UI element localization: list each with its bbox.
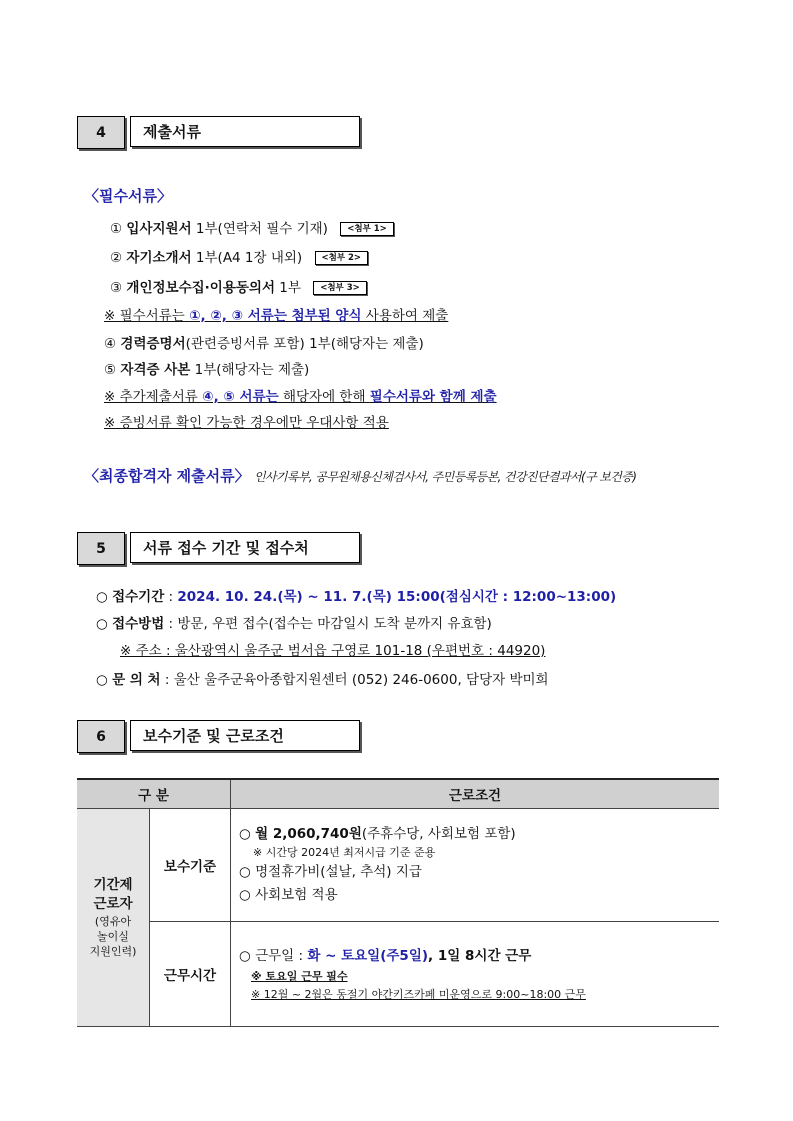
hours-days: 화 ~ 토요일(주5일) — [307, 948, 429, 964]
item-name: 자기소개서 — [126, 250, 192, 266]
item-name: 경력증명서 — [120, 336, 186, 352]
pay-holiday: ○ 명절휴가비(설날, 추석) 지급 — [239, 864, 422, 880]
bullet-circle-icon: ○ — [96, 589, 108, 605]
section-6-title: 보수기준 및 근로조건 — [130, 720, 360, 751]
inquiry-label: 문 의 처 — [112, 672, 161, 688]
bullet-circle-icon: ○ — [96, 672, 108, 688]
doc-item-4 — [104, 332, 424, 352]
hours-note-winter: ※ 12월 ~ 2월은 동절기 야간키즈카페 미운영으로 9:00~18:00 근무 — [251, 988, 586, 1001]
pay-insurance-text: 사회보험 적용 — [255, 887, 338, 903]
period-line: ○ 접수기간 : 2024. 10. 24.(목) ~ 11. 7.(목) 15:00(점심시간 : 12:00~13:00) — [96, 589, 617, 605]
final-docs-heading: 〈최종합격자 제출서류〉 — [84, 467, 250, 485]
required-note — [104, 304, 448, 324]
bullet-circle-icon: ○ — [96, 616, 108, 632]
section-6-number: 6 — [77, 720, 125, 753]
note-text: ※ 추가제출서류 — [104, 389, 203, 405]
section-5-title: 서류 접수 기간 및 접수처 — [130, 532, 360, 563]
item-mark: ② — [110, 250, 123, 266]
item-name: 개인정보수집·이용동의서 — [126, 280, 275, 296]
hours-detail-cell — [231, 922, 720, 1027]
pay-insurance: ○ 사회보험 적용 — [239, 887, 338, 903]
pay-detail-cell — [231, 809, 720, 922]
period-label: 접수기간 — [112, 589, 165, 605]
pay-amount-note: (주휴수당, 사회보험 포함) — [361, 826, 516, 842]
section-4-number: 4 — [77, 116, 125, 149]
section-5-number: 5 — [77, 532, 125, 565]
hours-time: , 1일 8시간 근무 — [428, 948, 532, 964]
doc-item-1 — [110, 217, 394, 237]
note-text: 해당자에 한해 — [278, 389, 370, 405]
note-highlight: ④, ⑤ 서류는 — [202, 389, 279, 405]
final-docs-line — [84, 465, 636, 486]
note-highlight: ①, ②, ③ 서류는 첨부된 양식 — [189, 308, 362, 324]
final-docs-list: 인사기록부, 공무원채용신체검사서, 주민등록등본, 건강진단결과서(구 보건증) — [253, 470, 637, 484]
note-text: 사용하여 제출 — [361, 308, 449, 324]
method-line: ○ 접수방법 : 방문, 우편 접수(접수는 마감일시 도착 분까지 유효함) — [96, 616, 492, 632]
address-note: ※ 주소 : 울산광역시 울주군 범서읍 구영로 101-18 (우편번호 : 44920) — [120, 643, 546, 659]
group-label: 기간제 근로자 — [93, 877, 133, 912]
section-4-title: 제출서류 — [130, 116, 360, 147]
pay-amount: 월 2,060,740원 — [255, 826, 362, 842]
item-mark: ① — [110, 221, 123, 237]
item-desc: 1부(해당자는 제출) — [190, 362, 310, 378]
required-docs-heading: 〈필수서류〉 — [84, 187, 172, 205]
item-desc: (관련증빙서류 포함) 1부(해당자는 제출) — [185, 336, 424, 352]
item-desc: 1부 — [275, 280, 301, 296]
item-mark: ⑤ — [104, 362, 117, 378]
doc-item-5 — [104, 358, 309, 378]
attachment-tag: <첨부 1> — [340, 222, 394, 236]
item-desc: 1부(A4 1장 내외) — [191, 250, 303, 266]
evidence-note: ※ 증빙서류 확인 가능한 경우에만 우대사항 적용 — [104, 415, 389, 431]
item-mark: ④ — [104, 336, 117, 352]
hours-note-saturday: ※ 토요일 근무 필수 — [251, 970, 348, 983]
doc-item-3 — [110, 276, 367, 296]
col-header-conditions: 근로조건 — [231, 779, 720, 809]
method-value: 방문, 우편 접수(접수는 마감일시 도착 분까지 유효함) — [177, 616, 492, 632]
col-header-category: 구 분 — [77, 779, 231, 809]
item-name: 입사지원서 — [126, 221, 192, 237]
attachment-tag: <첨부 2> — [315, 251, 369, 265]
pay-note: ※ 시간당 2024년 최저시급 기준 준용 — [253, 846, 436, 859]
group-cell — [77, 809, 150, 1027]
inquiry-line: ○ 문 의 처 : 울산 울주군육아종합지원센터 (052) 246-0600, 담당자 박미희 — [96, 672, 549, 688]
conditions-table — [77, 778, 719, 1027]
doc-item-2 — [110, 246, 368, 266]
inquiry-value: 울산 울주군육아종합지원센터 (052) 246-0600, 담당자 박미희 — [173, 672, 549, 688]
pay-holiday-text: 명절휴가비(설날, 추석) 지급 — [255, 864, 422, 880]
item-mark: ③ — [110, 280, 123, 296]
pay-main: ○ 월 2,060,740원(주휴수당, 사회보험 포함) — [239, 826, 516, 842]
method-label: 접수방법 — [112, 616, 165, 632]
hours-main: ○ 근무일 : 화 ~ 토요일(주5일), 1일 8시간 근무 — [239, 948, 532, 964]
note-highlight: 필수서류와 함께 제출 — [369, 389, 497, 405]
note-text: ※ 필수서류는 — [104, 308, 190, 324]
item-desc: 1부(연락처 필수 기재) — [191, 221, 328, 237]
hours-label-cell: 근무시간 — [150, 922, 231, 1027]
hours-prefix: 근무일 : — [255, 948, 308, 964]
additional-note — [104, 385, 497, 405]
period-value: 2024. 10. 24.(목) ~ 11. 7.(목) 15:00(점심시간 : 12:00~13:00) — [177, 589, 617, 605]
item-name: 자격증 사본 — [120, 362, 191, 378]
attachment-tag: <첨부 3> — [313, 281, 367, 295]
group-sub-label: (영유아 놀이실 지원인력) — [89, 915, 137, 958]
pay-label-cell: 보수기준 — [150, 809, 231, 922]
